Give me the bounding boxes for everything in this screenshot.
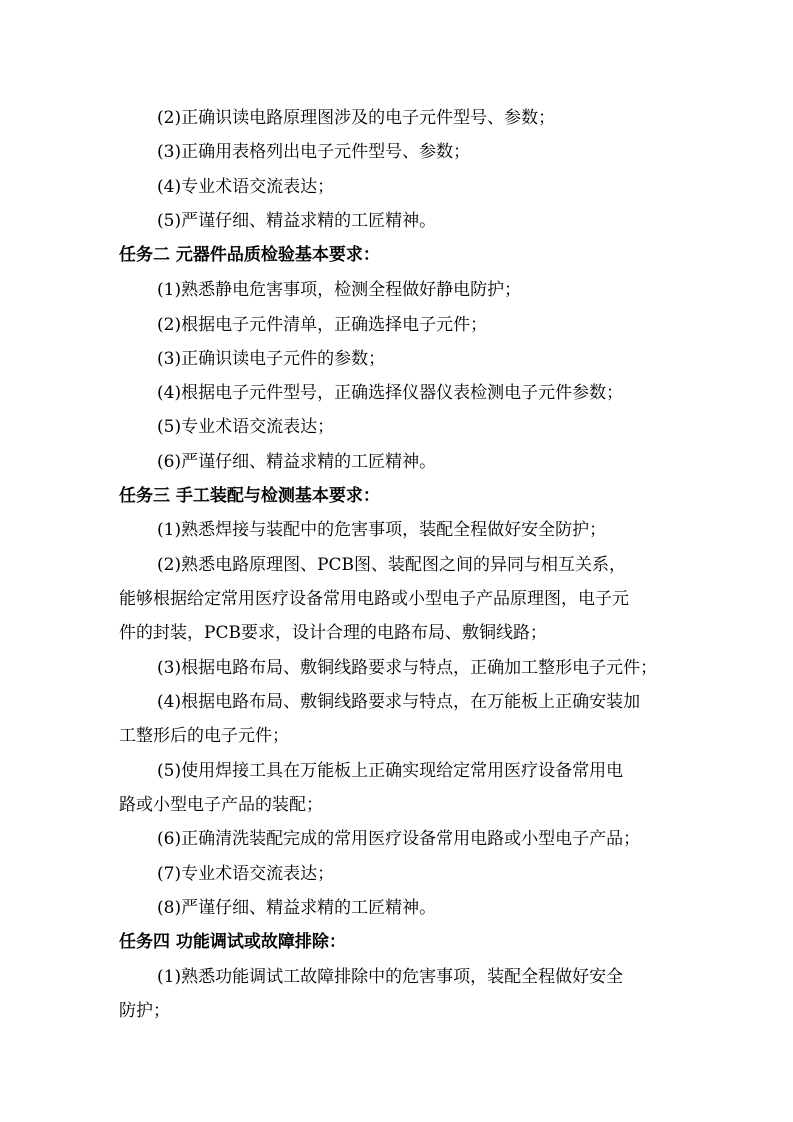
requirement-line-continued: 工整形后的电子元件； xyxy=(119,726,289,746)
requirement-line: (1)熟悉静电危害事项，检测全程做好静电防护； xyxy=(157,280,522,300)
requirement-line: (3)正确用表格列出电子元件型号、参数； xyxy=(157,142,471,162)
requirement-line: (6)正确清洗装配完成的常用医疗设备常用电路或小型电子产品； xyxy=(157,829,641,849)
requirement-line: (5)专业术语交流表达； xyxy=(157,417,335,437)
requirement-line: (1)熟悉功能调试工故障排除中的危害事项，装配全程做好安全 xyxy=(157,967,624,987)
section-heading-task4: 任务四 功能调试或故障排除： xyxy=(119,932,346,952)
section-heading-task2: 任务二 元器件品质检验基本要求： xyxy=(119,245,380,265)
requirement-line: (3)根据电路布局、敷铜线路要求与特点，正确加工整形电子元件； xyxy=(157,658,658,678)
requirement-line: (7)专业术语交流表达； xyxy=(157,864,335,884)
requirement-line: (3)正确识读电子元件的参数； xyxy=(157,349,386,369)
requirement-line: (4)专业术语交流表达； xyxy=(157,177,335,197)
requirement-line: (2)熟悉电路原理图、PCB图、装配图之间的异同与相互关系， xyxy=(157,555,627,575)
requirement-line-continued: 防护； xyxy=(119,1001,170,1021)
requirement-line: (2)根据电子元件清单，正确选择电子元件； xyxy=(157,315,488,335)
requirement-line-continued: 件的封装，PCB要求，设计合理的电路布局、敷铜线路； xyxy=(119,623,547,643)
requirement-line: (5)使用焊接工具在万能板上正确实现给定常用医疗设备常用电 xyxy=(157,761,624,781)
requirement-line: (8)严谨仔细、精益求精的工匠精神。 xyxy=(157,898,437,918)
requirement-line: (1)熟悉焊接与装配中的危害事项，装配全程做好安全防护； xyxy=(157,520,607,540)
requirement-line: (6)严谨仔细、精益求精的工匠精神。 xyxy=(157,452,437,472)
section-heading-task3: 任务三 手工装配与检测基本要求： xyxy=(119,486,380,506)
requirement-line: (4)根据电子元件型号，正确选择仪器仪表检测电子元件参数； xyxy=(157,383,624,403)
requirement-line: (4)根据电路布局、敷铜线路要求与特点，在万能板上正确安装加 xyxy=(157,692,641,712)
requirement-line-continued: 路或小型电子产品的装配； xyxy=(119,795,323,815)
requirement-line: (2)正确识读电路原理图涉及的电子元件型号、参数； xyxy=(157,108,556,128)
requirement-line-continued: 能够根据给定常用医疗设备常用电路或小型电子产品原理图，电子元 xyxy=(119,589,629,609)
requirement-line: (5)严谨仔细、精益求精的工匠精神。 xyxy=(157,211,437,231)
